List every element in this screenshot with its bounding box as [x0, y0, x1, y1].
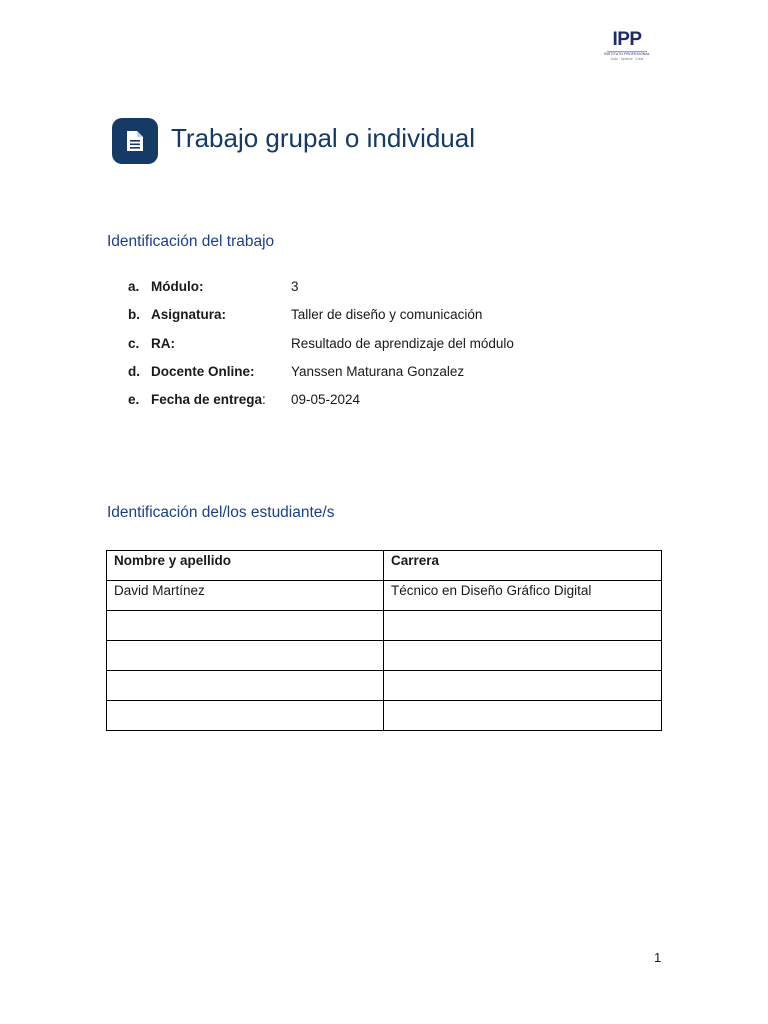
student-career-cell[interactable] [384, 641, 662, 671]
info-value: Yanssen Maturana Gonzalez [291, 363, 465, 379]
info-row-asignatura [128, 305, 608, 333]
info-letter: a. [128, 279, 140, 294]
student-career-cell[interactable] [384, 671, 662, 701]
document-icon [112, 118, 158, 164]
info-letter: d. [128, 363, 140, 379]
table-row [107, 581, 662, 611]
info-label: Docente Online: [151, 363, 255, 379]
table-header-row [107, 551, 662, 581]
info-letter: b. [128, 307, 140, 323]
student-career-cell[interactable]: Técnico en Diseño Gráfico Digital [384, 581, 662, 611]
column-header-name: Nombre y apellido [107, 551, 384, 581]
info-letter: c. [128, 335, 140, 351]
work-identification-heading: Identificación del trabajo [107, 233, 275, 250]
student-name-cell[interactable] [107, 641, 384, 671]
student-name-cell[interactable]: David Martínez [107, 581, 384, 611]
students-table [106, 550, 662, 731]
table-row [107, 641, 662, 671]
table-row [107, 671, 662, 701]
info-row-docente [128, 362, 608, 390]
info-row-ra [128, 334, 608, 362]
info-label: Fecha de entrega: [151, 392, 266, 408]
info-letter: e. [128, 392, 140, 408]
info-value: Resultado de aprendizaje del módulo [291, 335, 514, 351]
student-name-cell[interactable] [107, 701, 384, 731]
work-identification-list [128, 277, 608, 418]
page-number: 1 [654, 950, 662, 965]
info-value: Taller de diseño y comunicación [291, 307, 483, 323]
ipp-logo [601, 30, 653, 68]
student-name-cell[interactable] [107, 611, 384, 641]
info-value: 09-05-2024 [291, 392, 361, 408]
info-label: Asignatura: [151, 307, 227, 323]
logo-line2: Justo · Apreciar · Crear [610, 57, 644, 61]
student-name-cell[interactable] [107, 671, 384, 701]
info-row-fecha [128, 390, 608, 418]
logo-line1: INSTITUTO PROFESIONAL [604, 52, 650, 56]
info-value: 3 [291, 279, 299, 294]
document-glyph [125, 130, 145, 152]
table-row [107, 611, 662, 641]
info-label: Módulo: [151, 279, 204, 294]
column-header-career: Carrera [384, 551, 662, 581]
table-row [107, 701, 662, 731]
student-career-cell[interactable] [384, 701, 662, 731]
students-heading: Identificación del/los estudiante/s [107, 504, 335, 521]
page-title: Trabajo grupal o individual [171, 123, 476, 153]
info-label: RA: [151, 335, 175, 351]
info-row-modulo [128, 277, 608, 305]
logo-mark: IPP [612, 29, 642, 50]
student-career-cell[interactable] [384, 611, 662, 641]
